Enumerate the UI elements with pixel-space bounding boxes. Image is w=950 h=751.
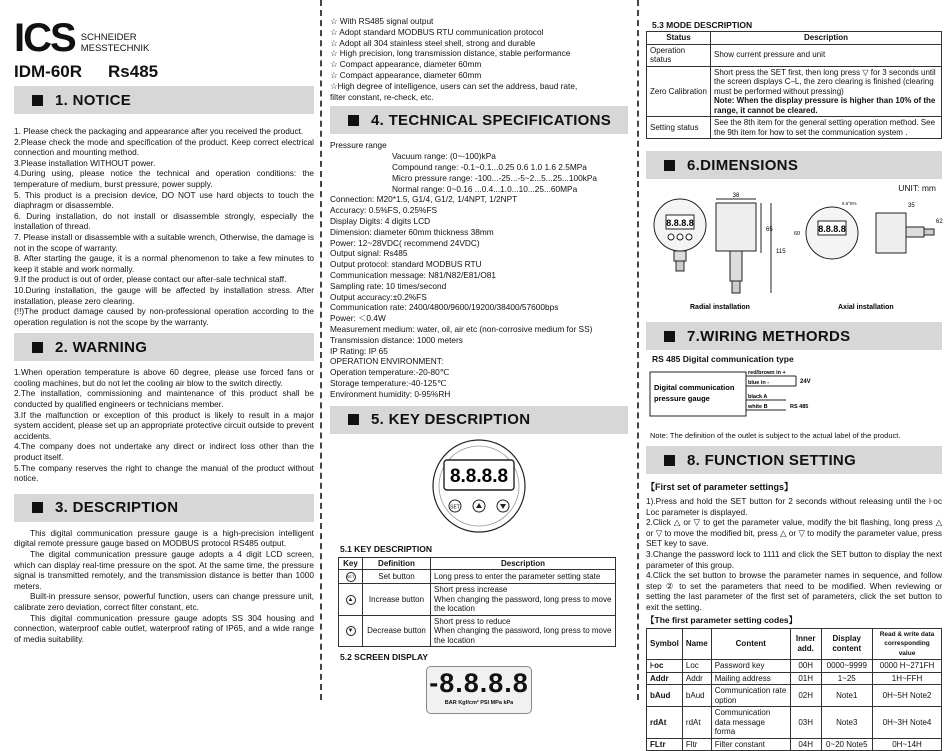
svg-text:60: 60: [794, 231, 801, 237]
up-icon: ▲: [346, 595, 356, 605]
code-cell: Fltr: [682, 738, 711, 751]
feature-item: ☆ Adopt all 304 stainless steel shell, strong and durable: [330, 37, 536, 48]
svg-text:8.8.8.8: 8.8.8.8: [818, 224, 846, 234]
code-cell: bAud: [647, 685, 683, 707]
code-cell: 01H: [790, 672, 821, 685]
brand-logo: [14, 16, 314, 60]
key-sub2: 5.2 SCREEN DISPLAY: [340, 652, 429, 662]
function-header: 8. FUNCTION SETTING: [646, 446, 942, 474]
wiring-header: 7.WIRING METHORDS: [646, 322, 942, 350]
code-cell: 0~20 Note5: [821, 738, 873, 751]
description-item: The digital communication pressure gauge adopts a 4 digit LCD screen, which can display real-time pressure on the spot. At the same time, the pressure signal is transmitted remotely, and the transmission distance is better than 1000 meters.: [14, 549, 314, 591]
model-protocol: Rs485: [108, 62, 159, 81]
svg-text:62: 62: [936, 219, 943, 225]
spec-item: Communication rate: 2400/4800/9600/19200/38400/57600bps: [330, 302, 559, 313]
dim-header: 6.DIMENSIONS: [646, 151, 942, 179]
function-step: 1).Press and hold the SET button for 2 seconds without releasing until the ⊦oc Loc parameter is displayed.: [646, 496, 942, 517]
svg-text:red/brown in +: red/brown in +: [748, 370, 786, 376]
spec-item: Display Digits: 4 digits LCD: [330, 215, 431, 226]
column-1: [14, 0, 314, 700]
code-row: [647, 685, 942, 707]
spec-item: Storage temperature:-40-125℃: [330, 377, 447, 388]
code-cell: 0000~9999: [821, 660, 873, 673]
tech-specs: Pressure range Vacuum range: (0~-100)kPa Compound range: -0.1~0.1...0.25 0.6 1.0 1.6 2.5MPa Micro pressure range: -100...-25...-5~2...5...25...100kPa Normal range: 0~0.16 ...0.4...1.0...10...25...60MPa Connection: M20*1.5, G1/4, G1/2, 1/4NPT, 1/2NPT Accuracy: 0.5%FS, 0.25%FS Display Digits: 4 digits LCD Dimension: diameter 60mm thickness 38mm Power: 12~28VDC( recommend 24VDC) Output signal: Rs485 Output protocol: standard MODBUS RTU Communication message: N81/N82/E81/O81 Sampling rate: 10 times/second Output accuracy:±0.2%FS Communication rate: 2400/4800/9600/19200/38400/57600bps Power: ＜0.4W Measurement medium: water, oil, air etc (non-corrosive medium for SS) Transmission distance: 1000 meters IP Rating: IP 65 OPERATION ENVIRONMENT: Operation temperature:-20-80℃ Storage temperature:-40-125℃ Environment humidity: 0-95%RH: [330, 140, 628, 399]
code-cell: bAud: [682, 685, 711, 707]
spec-item: OPERATION ENVIRONMENT:: [330, 356, 444, 367]
code-cell: ⊦oc: [647, 660, 683, 673]
param-code-table: Symbol Name Content Inner add. Display content Read & write data corresponding value ⊦oc Loc Password key 00H 0000~9999 0000 H~271FH Addr Addr Mailing address 01H 1~25 1H~FFH bAud bAud Communication rate option 02H Note1 0H~5H Note2 rdAt rdAt Communication data message forma 03H Note3 0H~3H Note4 FLtr Fltr Filter constant 04H 0~20 Note5 0H~14H: [646, 628, 942, 751]
code-row: [647, 660, 942, 673]
code-cell: 04H: [790, 738, 821, 751]
model-number: IDM-60R: [14, 62, 83, 81]
svg-text:black A: black A: [748, 394, 768, 400]
svg-text:Digital communication: Digital communication: [654, 383, 735, 392]
notice-item: 6. During installation, do not install or disassemble strongly, especially the installation of thread.: [14, 210, 314, 232]
spec-item: Power: ＜0.4W: [330, 313, 386, 324]
svg-text:24V: 24V: [800, 379, 811, 385]
notice-item: 10.During installation, the gauge will be affected by installation stress. After installation, please zero clearing.: [14, 284, 314, 306]
warning-item: 2.The installation, commissioning and maintenance of this product shall be conducted by qualified engineers or technicians member.: [14, 388, 314, 410]
column-3: 5.3 MODE DESCRIPTION Status Description Operation status Show current pressure and unit Zero Calibration Short press the SET first, then long press ▽ for 3 seconds until the screen displays C–L, the zero clearing is finished (clearing must be performed without pressing) Note: When the display pressure is higher than 10% of the range, it cannot be cleared. Setting status See the 8th item for the general setting operation method. See the 9th item for how to set the communication system . 6.DIMENSIONS UNIT: mm 8.8.8.8 38 65 115 8.8.8.8 60 5.5°5% 35 62 Radial installation Axial installation 7.WIRING METHORDS RS 485 Digital communication type Digital communication pressure gauge red/brown in + blue in - black A white B 24V RS 485 Note: The definition of the outlet is subject to the actual label of the product. 8. FUNCTION SETTING 【First set of parameter settings】 1).Press and hold the SET button for 2 seconds without releasing until the ⊦oc Loc parameter is displayed. 2.Click △ or ▽ to get the parameter value, modify the bit flashing, long press △ or ▽ to move the modified bit, press △ or ▽ to modify the parameter value, press SET key to save. 3.Change the password lock to 1111 and click the SET button to display the next parameter of this group. 4.Click the set button to browse the parameter names in sequence, and follow step ② to set the parameters that need to be modified. When reviewing or setting the last parameter of the first set of parameters, click the set button to exit the setting. 【The first parameter setting codes】 Symbol Name Content Inner add. Display content Read & write data corresponding value ⊦oc Loc Password key 00H 0000~9999 0000 H~271FH Addr Addr Mailing address 01H 1~25 1H~FFH bAud bAud Communication rate option 02H Note1 0H~5H Note2 rdAt rdAt Communication data message forma 03H Note3 0H~3H Note4 FLtr Fltr Filter constant 04H 0~20 Note5 0H~14H: [646, 0, 942, 700]
gauge-digits: 8.8.8.8: [449, 465, 509, 487]
mode-title: 5.3 MODE DESCRIPTION: [652, 20, 753, 30]
svg-text:38: 38: [732, 193, 740, 199]
description-item: This digital communication pressure gauge adopts SS 304 housing and connection, waterproof cable outlet, waterproof rating of IP65, and a wide range of media suitability.: [14, 612, 314, 644]
company-name: SCHNEIDER MESSTECHNIK: [80, 32, 150, 54]
code-row: [647, 707, 942, 739]
code-row: [647, 672, 942, 685]
notice-item: (!!)The product damage caused by non-professional operation according to the operation regulation is not the scope by the warranty.: [14, 306, 314, 327]
code-cell: 1~25: [821, 672, 873, 685]
code-cell: Communication data message forma: [711, 707, 790, 739]
feature-item: ☆ Compact appearance, diameter 60mm: [330, 69, 482, 80]
notice-item: 1. Please check the packaging and appearance after you received the product.: [14, 126, 304, 136]
svg-text:white B: white B: [748, 404, 768, 410]
down-icon: ▼: [346, 626, 356, 636]
feature-item: ☆ Compact appearance, diameter 60mm: [330, 59, 482, 70]
function-step: 3.Change the password lock to 1111 and click the SET button to display the next parameter of this group.: [646, 548, 942, 570]
spec-item: Sampling rate: 10 times/second: [330, 280, 447, 291]
spec-item: Dimension: diameter 60mm thickness 38mm: [330, 226, 494, 237]
spec-item: Environment humidity: 0-95%RH: [330, 388, 451, 399]
svg-text:Radial installation: Radial installation: [690, 304, 750, 311]
wiring-diagram: [646, 366, 846, 424]
key-table: Key Definition Description SET Set button Long press to enter the parameter setting state ▲ Increase button Short press increase When changing the password, long press to move the location ▼ Decrease button Short press to reduce When changing the password, long press to move the location: [338, 557, 616, 648]
range-item: Micro pressure range: -100...-25...-5~2...5...25...100kPa: [392, 172, 597, 183]
svg-text:blue in -: blue in -: [748, 380, 770, 386]
gauge-front-svg: [330, 438, 628, 538]
range-item: Normal range: 0~0.16 ...0.4...1.0...10...25...60MPa: [392, 183, 578, 194]
code-cell: 0H~3H Note4: [873, 707, 942, 739]
screen-display: -8.8.8.8 BAR Kgf/cm² PSI MPa kPa: [426, 666, 532, 714]
code-cell: Password key: [711, 660, 790, 673]
svg-text:65: 65: [766, 227, 773, 233]
notice-text: [14, 126, 314, 327]
notice-item: 9.If the product is out of order, please contact our after-sale technical staff.: [14, 274, 287, 285]
warning-text: [14, 367, 314, 484]
range-item: Vacuum range: (0~-100)kPa: [392, 151, 496, 162]
mode-table: Status Description Operation status Show current pressure and unit Zero Calibration Short press the SET first, then long press ▽ for 3 seconds until the screen displays C–L, the zero clearing is finished (clearing must be performed without pressing) Note: When the display pressure is higher than 10% of the range, it cannot be cleared. Setting status See the 8th item for the general setting operation method. See the 9th item for how to set the communication system .: [646, 31, 942, 139]
code-row: [647, 738, 942, 751]
code-cell: Note3: [821, 707, 873, 739]
svg-text:RS 485: RS 485: [790, 404, 809, 410]
code-cell: 03H: [790, 707, 821, 739]
notice-item: 3.Please installation WITHOUT power.: [14, 157, 156, 168]
function-step: 4.Click the set button to browse the parameter names in sequence, and follow step ② to set the parameters that need to be modified. When reviewing or setting the last parameter of the first set of parameters, click the set button to exit the setting.: [646, 570, 942, 612]
spec-item: Accuracy: 0.5%FS, 0.25%FS: [330, 205, 437, 216]
code-cell: 1H~FFH: [873, 672, 942, 685]
feature-item: ☆ Adopt standard MODBUS RTU communication protocol: [330, 26, 544, 37]
svg-text:35: 35: [908, 203, 915, 209]
code-cell: Addr: [647, 672, 683, 685]
code-cell: Loc: [682, 660, 711, 673]
feature-item: filter constant, re-check, etc.: [330, 91, 434, 102]
code-cell: 02H: [790, 685, 821, 707]
key-header: 5. KEY DESCRIPTION: [330, 406, 628, 434]
spec-item: Output signal: Rs485: [330, 248, 408, 259]
feature-item: ☆ High precision, long transmission distance, stable performance: [330, 48, 571, 59]
spec-item: IP Rating: IP 65: [330, 345, 388, 356]
code-cell: rdAt: [682, 707, 711, 739]
spec-item: Output accuracy:±0.2%FS: [330, 291, 427, 302]
code-cell: 0000 H~271FH: [873, 660, 942, 673]
description-header: 3. DESCRIPTION: [14, 494, 314, 522]
code-cell: Mailing address: [711, 672, 790, 685]
description-text: [14, 528, 314, 645]
column-2: [330, 0, 628, 706]
spec-item: Power: 12~28VDC( recommend 24VDC): [330, 237, 480, 248]
set-key-icon: SET: [450, 504, 460, 510]
code-cell: FLtr: [647, 738, 683, 751]
code-cell: rdAt: [647, 707, 683, 739]
description-item: This digital communication pressure gauge is a high-precision intelligent digital remote pressure gauge based on MODBUS protocol RS485 output.: [14, 527, 314, 549]
features-list: [330, 16, 628, 102]
code-cell: 00H: [790, 660, 821, 673]
code-cell: Communication rate option: [711, 685, 790, 707]
spec-item: Output protocol: standard MODBUS RTU: [330, 259, 482, 270]
code-cell: Filter constant: [711, 738, 790, 751]
code-cell: Addr: [682, 672, 711, 685]
warning-item: 4.The company does not undertake any direct or indirect loss other than the product itself.: [14, 441, 314, 463]
spec-item: Communication message: N81/N82/E81/O81: [330, 269, 497, 280]
warning-item: 5.The company reserves the right to change the manual of the product without notice.: [14, 462, 314, 484]
model-line: [14, 62, 314, 82]
spec-item: Operation temperature:-20-80℃: [330, 367, 450, 378]
svg-text:pressure gauge: pressure gauge: [654, 394, 710, 403]
gauge-face: [330, 438, 628, 538]
dimension-drawings: [646, 193, 942, 315]
svg-text:115: 115: [776, 249, 786, 255]
spec-item: Connection: M20*1.5, G1/4, G1/2, 1/4NPT, 1/2NPT: [330, 194, 518, 205]
feature-item: ☆High degree of intelligence, users can set the address, baud rate,: [330, 80, 578, 91]
svg-text:5.5°5%: 5.5°5%: [842, 201, 857, 206]
tech-header: 4. TECHNICAL SPECIFICATIONS: [330, 106, 628, 134]
svg-text:8.8.8.8: 8.8.8.8: [666, 218, 694, 228]
function-steps: [646, 496, 942, 613]
code-cell: 0H~14H: [873, 738, 942, 751]
code-cell: 0H~5H Note2: [873, 685, 942, 707]
set-icon: SET: [346, 572, 356, 582]
notice-item: 5. This product is a precision device, DO NOT use hard objects to touch the diaphragm or disassemble.: [14, 189, 314, 211]
notice-item: 4.During using, please notice the technical and operation conditions: the temperature of medium, burst pressure, power supply.: [14, 168, 314, 189]
notice-item: 8. After starting the gauge, it is a normal phenomenon to take a few minutes to keep it stable and work normally.: [14, 253, 314, 274]
warning-header: 2. WARNING: [14, 333, 314, 361]
warning-item: 3.If the malfunction or exception of this product is likely to result in a major system accident, please set up an appropriate protective circuit outside to prevent accidents.: [14, 409, 314, 441]
range-item: Compound range: -0.1~0.1...0.25 0.6 1.0 1.6 2.5MPa: [392, 161, 587, 172]
key-sub1: 5.1 KEY DESCRIPTION: [340, 543, 432, 554]
function-step: 2.Click △ or ▽ to get the parameter value, modify the bit flashing, long press △ or ▽ to move the modified bit, press △ or ▽ to modify the parameter value, press SET key to save.: [646, 517, 942, 549]
svg-text:Axial installation: Axial installation: [838, 304, 894, 311]
notice-item: 2.Please check the mode and specification of the product. Keep correct electrical connection and mounting method.: [14, 136, 314, 158]
spec-item: Transmission distance: 1000 meters: [330, 334, 463, 345]
logo-ics: ICS: [14, 16, 75, 60]
code-cell: Note1: [821, 685, 873, 707]
feature-item: ☆ With RS485 signal output: [330, 16, 434, 26]
spec-item: Measurement medium: water, oil, air etc (non-corrosive medium for SS): [330, 323, 593, 334]
description-item: Built-in pressure sensor, powerful function, users can change pressure unit, calibrate zero deviation, correct filter constant, etc.: [14, 591, 314, 612]
warning-item: 1.When operation temperature is above 60 degree, please use forced fans or cooling machines, but do not let the cooling air blow to the switch directly.: [14, 367, 314, 388]
notice-item: 7. Please install or disassemble with a suitable wrench, Otherwise, the damage is not in the scope of warranty.: [14, 231, 314, 253]
notice-header: 1. NOTICE: [14, 86, 314, 114]
